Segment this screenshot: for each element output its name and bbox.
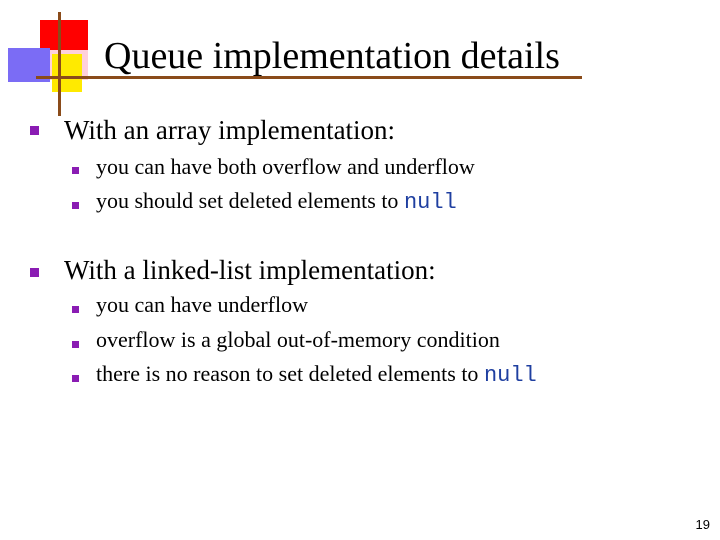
- slide-title: Queue implementation details: [104, 35, 560, 77]
- bullet-icon: [30, 126, 39, 135]
- list-item-text: you can have both overflow and underflow: [96, 154, 475, 179]
- logo-vertical-line: [58, 12, 61, 116]
- bullet-icon: [72, 341, 79, 348]
- list-item: [96, 154, 475, 180]
- list-item-text: there is no reason to set deleted elements to: [96, 361, 484, 386]
- bullet-icon: [72, 202, 79, 209]
- code-keyword: null: [483, 363, 537, 388]
- page-number: 19: [695, 517, 710, 532]
- code-keyword: null: [403, 190, 457, 215]
- bullet-icon: [72, 306, 79, 313]
- list-item: [96, 292, 308, 318]
- list-item: [96, 361, 537, 389]
- logo-yellow-square: [52, 54, 82, 92]
- list-item: [96, 188, 457, 216]
- slide-logo-decoration: [0, 0, 110, 110]
- list-item-text: you can have underflow: [96, 292, 308, 317]
- list-item-text: you should set deleted elements to: [96, 188, 404, 213]
- list-item-text: overflow is a global out-of-memory condition: [96, 327, 500, 352]
- bullet-icon: [72, 375, 79, 382]
- bullet-icon: [72, 167, 79, 174]
- logo-red-square: [40, 20, 88, 50]
- section-heading-array: With an array implementation:: [64, 115, 396, 145]
- list-item: [96, 327, 500, 353]
- section-heading-linked-list: With a linked-list implementation:: [64, 255, 436, 285]
- bullet-icon: [30, 268, 39, 277]
